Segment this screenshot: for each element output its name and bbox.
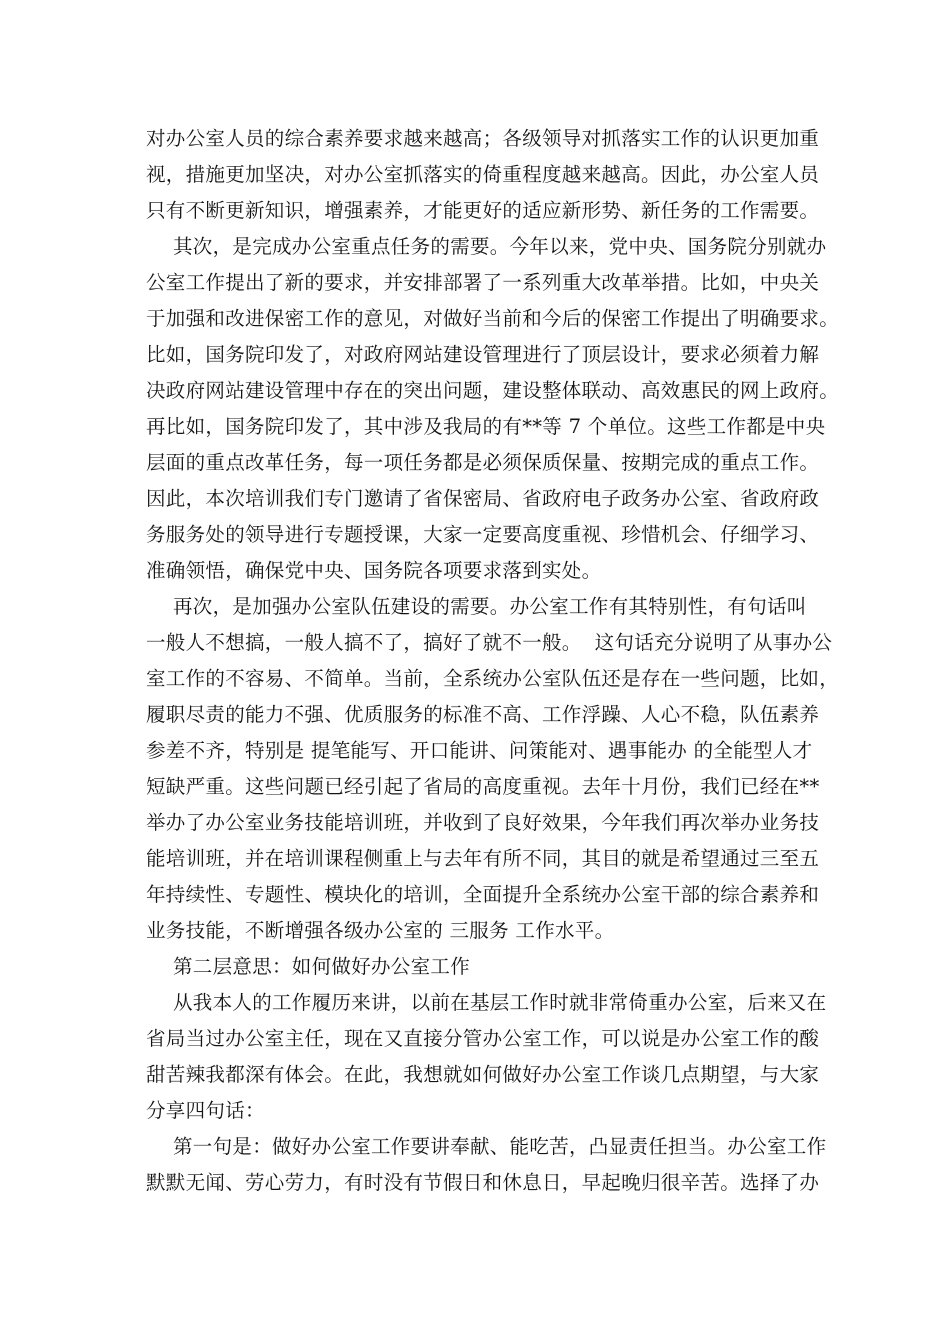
paragraph-start-line: 再次，是加强办公室队伍建设的需要。办公室工作有其特别性，有句话叫 <box>173 595 807 618</box>
text-line: 一般人不想搞，一般人搞不了，搞好了就不一般。 这句话充分说明了从事办公 <box>146 631 833 654</box>
text-line: 只有不断更新知识，增强素养，才能更好的适应新形势、新任务的工作需要。 <box>146 199 820 222</box>
text-line: 省局当过办公室主任，现在又直接分管办公室工作，可以说是办公室工作的酸 <box>146 1027 820 1050</box>
paragraph-start-line: 从我本人的工作履历来讲，以前在基层工作时就非常倚重办公室，后来又在 <box>173 991 827 1014</box>
text-line: 甜苦辣我都深有体会。在此，我想就如何做好办公室工作谈几点期望，与大家 <box>146 1063 820 1086</box>
text-line: 因此，本次培训我们专门邀请了省保密局、省政府电子政务办公室、省政府政 <box>146 487 820 510</box>
text-line: 公室工作提出了新的要求，并安排部署了一系列重大改革举措。比如，中央关 <box>146 271 820 294</box>
text-line: 履职尽责的能力不强、优质服务的标准不高、工作浮躁、人心不稳，队伍素养 <box>146 703 820 726</box>
text-line: 层面的重点改革任务，每一项任务都是必须保质保量、按期完成的重点工作。 <box>146 451 820 474</box>
section-heading: 第二层意思：如何做好办公室工作 <box>173 955 471 978</box>
paragraph-start-line: 第一句是：做好办公室工作要讲奉献、能吃苦，凸显责任担当。办公室工作 <box>173 1135 827 1158</box>
text-line: 年持续性、专题性、模块化的培训，全面提升全系统办公室干部的综合素养和 <box>146 883 820 906</box>
text-line: 对办公室人员的综合素养要求越来越高；各级领导对抓落实工作的认识更加重 <box>146 127 820 150</box>
text-line: 能培训班，并在培训课程侧重上与去年有所不同，其目的就是希望通过三至五 <box>146 847 820 870</box>
text-line: 室工作的不容易、不简单。当前，全系统办公室队伍还是存在一些问题，比如， <box>146 667 840 690</box>
text-line: 短缺严重。这些问题已经引起了省局的高度重视。去年十月份，我们已经在** <box>146 775 820 798</box>
text-line: 视，措施更加坚决，对办公室抓落实的倚重程度越来越高。因此，办公室人员 <box>146 163 820 186</box>
text-line: 再比如，国务院印发了，其中涉及我局的有**等 7 个单位。这些工作都是中央 <box>146 415 826 438</box>
text-line: 业务技能，不断增强各级办公室的 三服务 工作水平。 <box>146 919 615 942</box>
text-line: 准确领悟，确保党中央、国务院各项要求落到实处。 <box>146 559 602 582</box>
text-line: 举办了办公室业务技能培训班，并收到了良好效果，今年我们再次举办业务技 <box>146 811 820 834</box>
text-line: 于加强和改进保密工作的意见，对做好当前和今后的保密工作提出了明确要求。 <box>146 307 840 330</box>
text-line: 决政府网站建设管理中存在的突出问题，建设整体联动、高效惠民的网上政府。 <box>146 379 840 402</box>
text-line: 务服务处的领导进行专题授课，大家一定要高度重视、珍惜机会、仔细学习、 <box>146 523 820 546</box>
text-line: 默默无闻、劳心劳力，有时没有节假日和休息日，早起晚归很辛苦。选择了办 <box>146 1171 820 1194</box>
paragraph-start-line: 其次，是完成办公室重点任务的需要。今年以来，党中央、国务院分别就办 <box>173 235 827 258</box>
text-line: 参差不齐，特别是 提笔能写、开口能讲、问策能对、遇事能办 的全能型人才 <box>146 739 813 762</box>
text-line: 分享四句话： <box>146 1099 265 1122</box>
text-line: 比如，国务院印发了，对政府网站建设管理进行了顶层设计，要求必须着力解 <box>146 343 820 366</box>
